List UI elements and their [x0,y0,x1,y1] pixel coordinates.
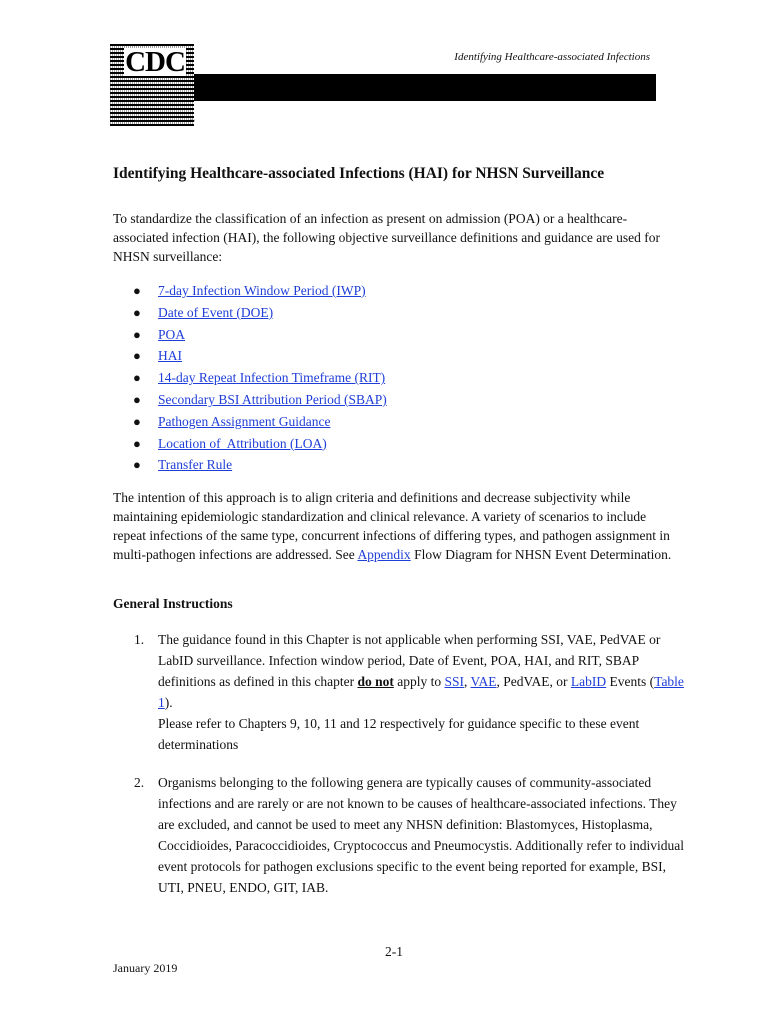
list-item [133,345,387,367]
link-iwp[interactable]: 7-day Infection Window Period (IWP) [158,283,366,298]
link-rit[interactable]: 14-day Repeat Infection Timeframe (RIT) [158,370,386,386]
link-vae[interactable]: VAE [470,674,497,689]
item1-events: Events ( [609,674,655,689]
item1-pedvae: PedVAE, or [503,674,568,689]
link-labid[interactable]: LabID [570,674,607,689]
bullet-icon: ● [133,370,141,386]
list-item [133,280,387,302]
link-doe[interactable]: Date of Event (DOE) [158,304,274,320]
comma: , [463,674,468,689]
cdc-logo [110,44,194,126]
bullet-icon: ● [133,304,141,320]
running-header-title: Identifying Healthcare-associated Infections [454,51,650,63]
intention-tail: Flow Diagram for NHSN Event Determination. [414,547,672,562]
intention-paragraph [113,488,673,564]
intro-paragraph: To standardize the classification of an infection as present on admission (POA) or a healthcare-associated infection (HAI), the following objective surveillance definitions and guidance are used for NHSN surveillance: [113,211,660,264]
list-item [133,389,387,411]
definition-list [133,280,387,476]
document-title: Identifying Healthcare-associated Infections (HAI) for NHSN Surveillance [113,165,605,182]
logo-trademark: ™ [190,119,195,125]
bullet-icon: ● [133,391,141,407]
link-table-1[interactable]: Table 1 [158,674,684,710]
bullet-icon: ● [133,413,141,429]
logo-text: CDC [125,46,185,78]
page-number: 2-1 [385,944,403,959]
item1-close: ). [164,695,173,710]
item-number: 2. [134,775,145,790]
bullet-icon: ● [133,326,141,342]
instruction-item-2: Organisms belonging to the following genera are typically causes of community-associated infections and are rarely or are not known to be causes of healthcare-associated infections. They are excluded, and cannot be used to meet any NHSN definition: Blastomyces, Histoplasma, Coccidioides, Paracoccidioides, Cryptococcus and Pneumocystis. Additionally refer to individual event protocols for pathogen exclusions specific to the event being reported for example, BSI, UTI, PNEU, ENDO, GIT, IAB. [158,775,685,895]
list-item [133,367,387,389]
link-loa[interactable]: Location of Attribution (LOA) [158,435,327,451]
link-pathogen-assignment[interactable]: Pathogen Assignment Guidance [158,413,331,429]
bullet-icon: ● [133,457,141,473]
comma: , [496,674,500,689]
list-item [133,433,387,455]
list-item [133,454,387,476]
bullet-icon: ● [133,435,141,451]
bullet-icon: ● [133,348,141,364]
item-number: 1. [134,632,145,647]
item1-text: The guidance found in this Chapter is not applicable when performing SSI, VAE, PedVAE or LabID surveillance. Infection window period, Date of Event, POA, HAI, and RIT, SBAP definitions as defined in this chapter [158,632,661,689]
header-black-bar [194,74,656,101]
link-ssi[interactable]: SSI [444,674,464,689]
list-item [133,302,387,324]
emphasis-do-not: do not [357,674,394,689]
item1-apply: apply to [397,674,442,689]
item1-refer: Please refer to Chapters 9, 10, 11 and 12 respectively for guidance specific to these event determinations [158,716,640,752]
footer-date: January 2019 [113,961,178,975]
link-sbap[interactable]: Secondary BSI Attribution Period (SBAP) [158,391,387,407]
list-item [133,324,387,346]
link-appendix[interactable]: Appendix [357,547,411,562]
link-poa[interactable]: POA [158,326,186,342]
instruction-item-1 [158,629,693,755]
link-hai[interactable]: HAI [158,348,182,364]
link-transfer-rule[interactable]: Transfer Rule [158,457,233,473]
bullet-icon: ● [133,283,141,298]
section-heading: General Instructions [113,596,233,611]
intention-text: The intention of this approach is to align criteria and definitions and decrease subjectivity while maintaining epidemiologic standardization and clinical relevance. A variety of scenarios to include repeat infections of the same type, concurrent infections of differing types, and pathogen assignment in multi-pathogen infections are addressed. See [113,490,670,562]
list-item [133,411,387,433]
